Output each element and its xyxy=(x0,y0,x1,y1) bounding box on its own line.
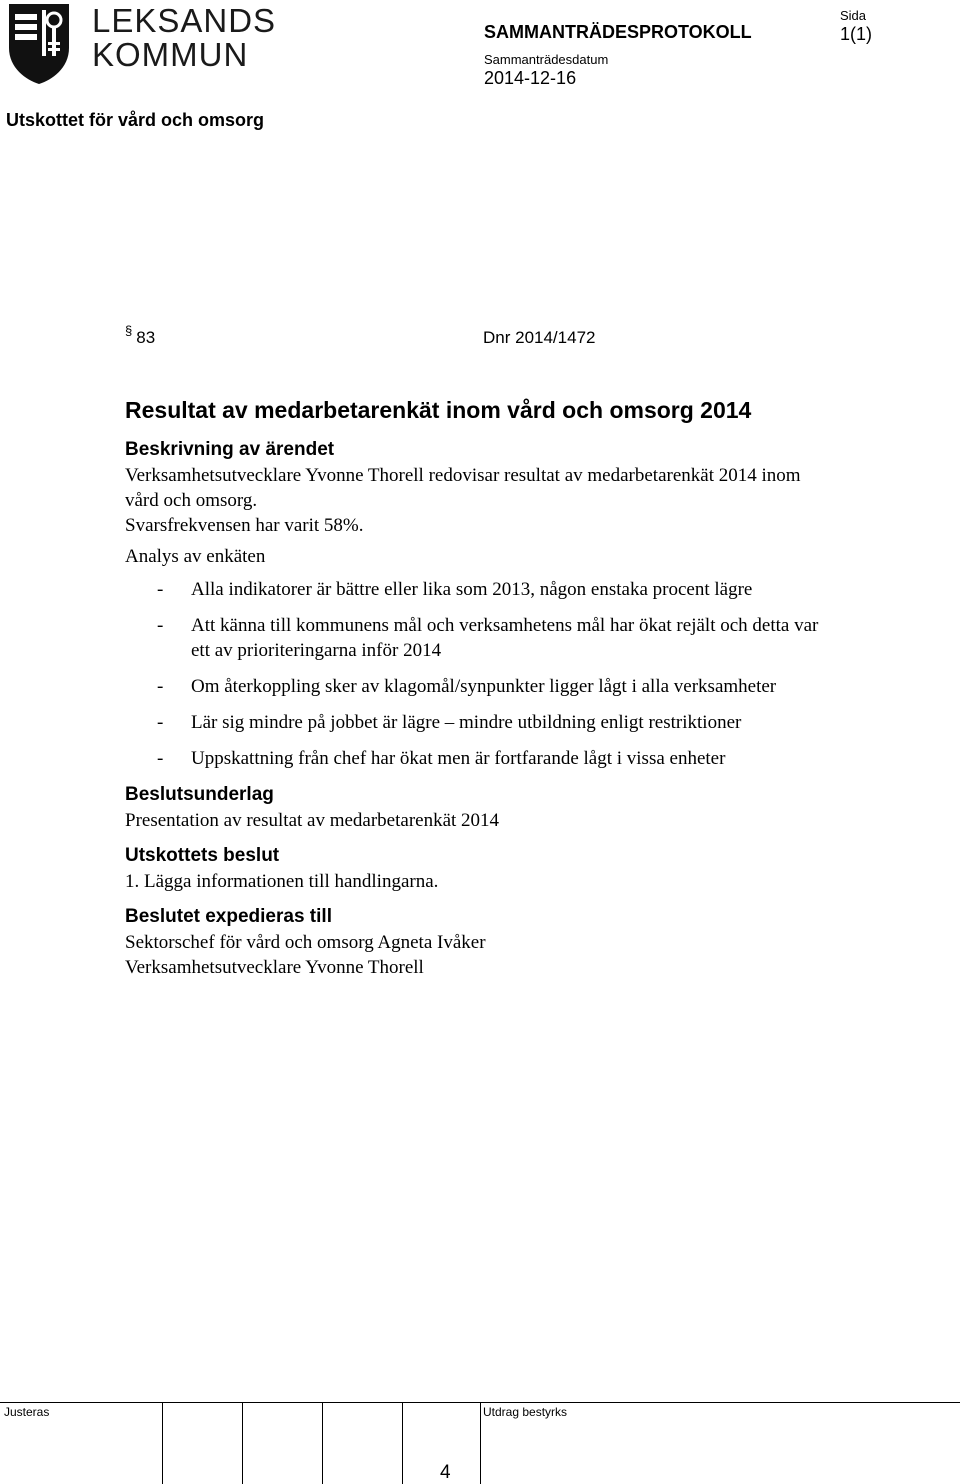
description-paragraph: Verksamhetsutvecklare Yvonne Thorell redovisar resultat av medarbetarenkät 2014 inom vård och omsorg. xyxy=(125,465,801,511)
signature-box-divider xyxy=(322,1402,323,1484)
minutes-body xyxy=(125,395,825,980)
signature-box-divider xyxy=(480,1402,481,1484)
signature-box-divider xyxy=(162,1402,163,1484)
page-number: 4 xyxy=(440,1462,451,1483)
analysis-list xyxy=(125,577,825,771)
case-reference-number: Dnr 2014/1472 xyxy=(483,328,596,347)
org-name-line2: KOMMUN xyxy=(92,36,249,73)
extract-certified-label: Utdrag bestyrks xyxy=(483,1405,568,1419)
document-type: SAMMANTRÄDESPROTOKOLL xyxy=(484,22,752,42)
section-number-value: 83 xyxy=(136,328,156,347)
list-item: - Om återkoppling sker av klagomål/synpunkter ligger lågt i alla verksamheter xyxy=(125,674,825,699)
meeting-date-value: 2014-12-16 xyxy=(484,68,577,88)
coat-of-arms-logo-icon xyxy=(6,2,72,86)
committee-name: Utskottet för vård och omsorg xyxy=(6,110,265,130)
analysis-heading: Analys av enkäten xyxy=(125,546,266,567)
org-name-line1: LEKSANDS xyxy=(92,2,277,39)
distribution-recipient: Verksamhetsutvecklare Yvonne Thorell xyxy=(125,957,424,978)
section-sign: § xyxy=(125,323,133,338)
adjusted-by-label: Justeras xyxy=(4,1405,50,1419)
response-rate-paragraph: Svarsfrekvensen har varit 58%. xyxy=(125,515,364,536)
page-label: Sida xyxy=(840,8,867,23)
list-item: - Lär sig mindre på jobbet är lägre – mindre utbildning enligt restriktioner xyxy=(125,710,825,735)
committee-decision-text: 1. Lägga informationen till handlingarna. xyxy=(125,871,439,892)
list-item: - Att känna till kommunens mål och verksamhetens mål har ökat rejält och detta var ett av prioriteringarna inför 2014 xyxy=(125,613,825,663)
meeting-date-label: Sammanträdesdatum xyxy=(484,52,609,67)
section-number xyxy=(125,323,156,348)
decision-basis-heading: Beslutsunderlag xyxy=(125,784,274,805)
decision-basis-text: Presentation av resultat av medarbetarenkät 2014 xyxy=(125,810,500,831)
list-item: - Alla indikatorer är bättre eller lika som 2013, någon enstaka procent lägre xyxy=(125,577,825,602)
signature-box-divider xyxy=(402,1402,403,1484)
description-heading: Beskrivning av ärendet xyxy=(125,439,335,460)
distribution-heading: Beslutet expedieras till xyxy=(125,906,332,927)
distribution-recipient: Sektorschef för vård och omsorg Agneta Ivåker xyxy=(125,932,486,953)
case-title: Resultat av medarbetarenkät inom vård och omsorg 2014 xyxy=(125,397,752,423)
organization-name xyxy=(92,4,276,72)
signature-box-divider xyxy=(242,1402,243,1484)
page-value: 1(1) xyxy=(840,24,873,44)
list-item: - Uppskattning från chef har ökat men är fortfarande lågt i vissa enheter xyxy=(125,746,825,771)
committee-decision-heading: Utskottets beslut xyxy=(125,845,280,866)
